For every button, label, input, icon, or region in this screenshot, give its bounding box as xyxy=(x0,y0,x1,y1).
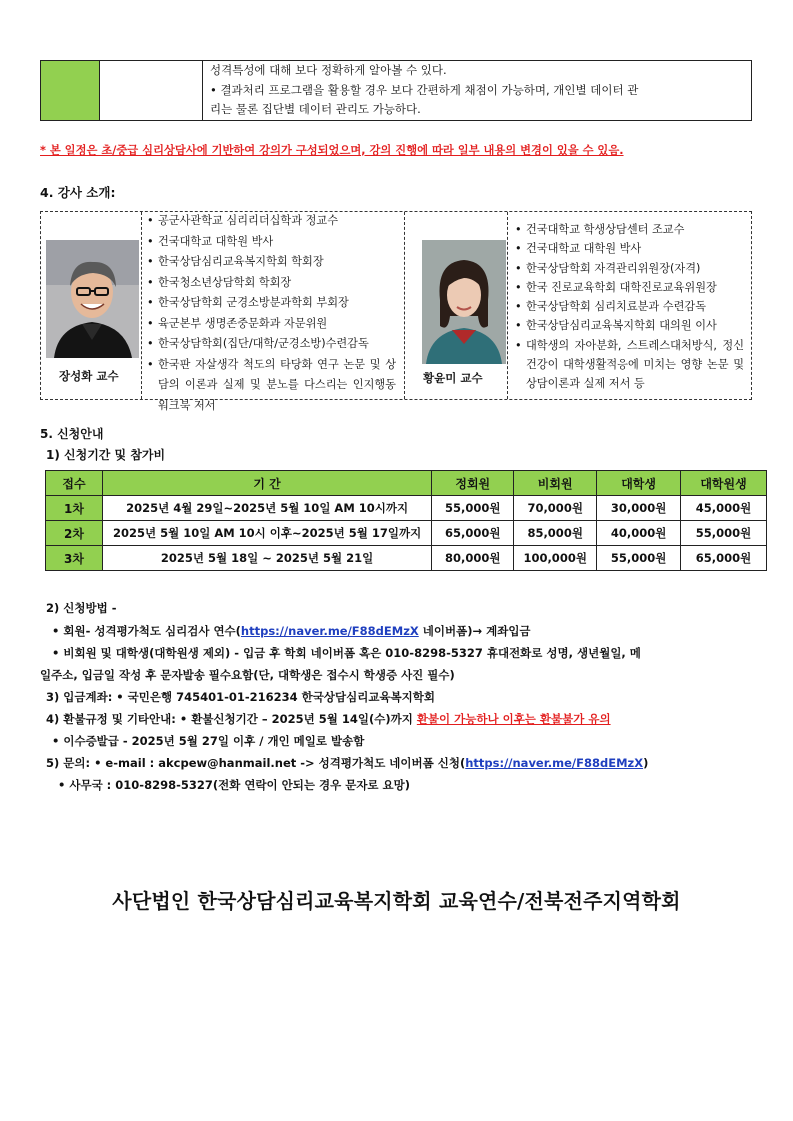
description-line: 리는 물론 집단별 데이터 관리도 가능하다. xyxy=(210,102,421,116)
fee-cell: 55,000원 xyxy=(432,496,514,521)
career-item: • 한국판 자살생각 척도의 타당화 연구 논문 및 상담의 이론과 실제 및 분노를 다스리는 인지행동 워크북 저서 xyxy=(147,355,396,417)
certificate-info: • 이수증발급 - 2025년 5월 27일 이후 / 개인 메일로 발송함 xyxy=(52,734,365,748)
career-item: • 한국상담학회(집단/대학/군경소방)수련감독 xyxy=(147,334,396,355)
career-item: • 한국 진로교육학회 대학진로교육위원장 xyxy=(515,278,744,297)
career-item: • 건국대학교 대학원 박사 xyxy=(515,239,744,258)
fee-cell: 65,000원 xyxy=(432,521,514,546)
career-item: • 대학생의 자아분화, 스트레스대처방식, 정신건강이 대학생활적응에 미치는 영향 논문 및 상담이론과 실제 저서 등 xyxy=(515,336,744,394)
round-cell: 1차 xyxy=(46,496,103,521)
description-line: • 결과처리 프로그램을 활용할 경우 보다 간편하게 채점이 가능하며, 개인별 데이터 관 xyxy=(210,82,639,97)
office-contact: • 사무국 : 010-8298-5327(전화 연락이 안되는 경우 문자로 요망) xyxy=(58,778,411,792)
lecturer2-career-list xyxy=(515,220,744,394)
header-cell: 비회원 xyxy=(514,471,597,496)
career-item: • 한국청소년상담학회 학회장 xyxy=(147,273,396,294)
table-empty-cell xyxy=(100,61,203,121)
fee-cell: 70,000원 xyxy=(514,496,597,521)
header-cell: 대학생 xyxy=(597,471,681,496)
inquiry-text: 5) 문의: • e-mail : akcpew@hanmail.net -> 성격평가척도 네이버폼 신청( xyxy=(46,756,466,770)
fee-cell: 40,000원 xyxy=(597,521,681,546)
table-row xyxy=(46,521,767,546)
organization-footer: 사단법인 한국상담심리교육복지학회 교육연수/전북전주지역학회 xyxy=(112,889,681,913)
career-item: • 한국상담학회 자격관리위원장(자격) xyxy=(515,259,744,278)
header-cell: 대학원생 xyxy=(681,471,767,496)
career-item: • 건국대학교 대학원 박사 xyxy=(147,232,396,253)
fee-cell: 55,000원 xyxy=(597,546,681,571)
table-row xyxy=(46,496,767,521)
period-cell: 2025년 5월 10일 AM 10시 이후~2025년 5월 17일까지 xyxy=(102,521,431,546)
refund-warning: 환불이 가능하나 이후는 환불불가 유의 xyxy=(416,712,611,726)
career-item: • 한국상담심리교육복지학회 대의원 이사 xyxy=(515,316,744,335)
round-cell: 2차 xyxy=(46,521,103,546)
description-line: 성격특성에 대해 보다 정확하게 알아볼 수 있다. xyxy=(210,63,447,77)
table-row xyxy=(46,546,767,571)
nonmember-method-line2: 일주소, 입금일 작성 후 문자발송 필수요함(단, 대학생은 접수시 학생증 사진 필수) xyxy=(40,668,455,682)
lecturer2-name: 황윤미 교수 xyxy=(423,371,483,385)
refund-policy xyxy=(46,711,611,727)
lecturer-section-title: 4. 강사 소개: xyxy=(40,185,116,200)
career-item: • 한국상담학회 군경소방분과학회 부회장 xyxy=(147,293,396,314)
lecturer-box xyxy=(40,211,752,412)
lecturer2-photo xyxy=(422,240,506,364)
period-cell: 2025년 4월 29일~2025년 5월 10일 AM 10시까지 xyxy=(102,496,431,521)
fee-table xyxy=(45,470,767,571)
fee-cell: 100,000원 xyxy=(514,546,597,571)
career-item: • 건국대학교 학생상담센터 조교수 xyxy=(515,220,744,239)
fee-cell: 30,000원 xyxy=(597,496,681,521)
inquiry-text: ) xyxy=(643,756,649,770)
course-table-continued xyxy=(40,60,752,121)
career-item: • 육군본부 생명존중문화과 자문위원 xyxy=(147,314,396,335)
career-item: • 공군사관학교 심리리더십학과 정교수 xyxy=(147,211,396,232)
fee-cell: 45,000원 xyxy=(681,496,767,521)
period-cell: 2025년 5월 18일 ~ 2025년 5월 21일 xyxy=(102,546,431,571)
naver-form-link[interactable]: https://naver.me/F88dEMzX xyxy=(465,756,644,770)
lecturer1-name: 장성화 교수 xyxy=(59,369,119,383)
header-cell: 접수 xyxy=(46,471,103,496)
method-subtitle: 2) 신청방법 - xyxy=(46,601,117,615)
lecturer1-photo xyxy=(46,240,139,358)
member-method-text: 네이버폼)→ 계좌입금 xyxy=(418,624,531,638)
round-cell: 3차 xyxy=(46,546,103,571)
application-section-title: 5. 신청안내 xyxy=(40,427,104,441)
schedule-notice: * 본 일정은 초/중급 심리상담사에 기반하여 강의가 구성되었으며, 강의 진행에 따라 일부 내용의 변경이 있을 수 있음. xyxy=(40,144,624,157)
fee-subtitle: 1) 신청기간 및 참가비 xyxy=(46,448,166,462)
fee-table-header xyxy=(46,471,767,496)
nonmember-method-line1: • 비회원 및 대학생(대학원생 제외) - 입금 후 학회 네이버폼 혹은 010-8298-5327 휴대전화로 성명, 생년월일, 메 xyxy=(52,646,641,660)
header-cell: 정회원 xyxy=(432,471,514,496)
lecturer1-career-list xyxy=(147,211,396,416)
header-cell: 기 간 xyxy=(102,471,431,496)
career-item: • 한국상담학회 심리치료분과 수련감독 xyxy=(515,297,744,316)
lecturer1-portrait-icon xyxy=(46,240,139,358)
refund-policy-text: 4) 환불규정 및 기타안내: • 환불신청기간 – 2025년 5월 14일(수)까지 xyxy=(46,712,417,726)
member-method-text: • 회원- 성격평가척도 심리검사 연수( xyxy=(52,624,241,638)
table-description-cell xyxy=(203,61,752,121)
fee-cell: 85,000원 xyxy=(514,521,597,546)
career-item: • 한국상담심리교육복지학회 학회장 xyxy=(147,252,396,273)
inquiry xyxy=(46,755,648,771)
fee-cell: 65,000원 xyxy=(681,546,767,571)
table-label-cell xyxy=(41,61,100,121)
bank-account: 3) 입금계좌: • 국민은행 745401-01-216234 한국상담심리교육복지학회 xyxy=(46,690,435,704)
naver-form-link[interactable]: https://naver.me/F88dEMzX xyxy=(240,624,419,638)
member-method xyxy=(52,623,531,639)
fee-cell: 80,000원 xyxy=(432,546,514,571)
fee-cell: 55,000원 xyxy=(681,521,767,546)
lecturer2-portrait-icon xyxy=(422,240,506,364)
